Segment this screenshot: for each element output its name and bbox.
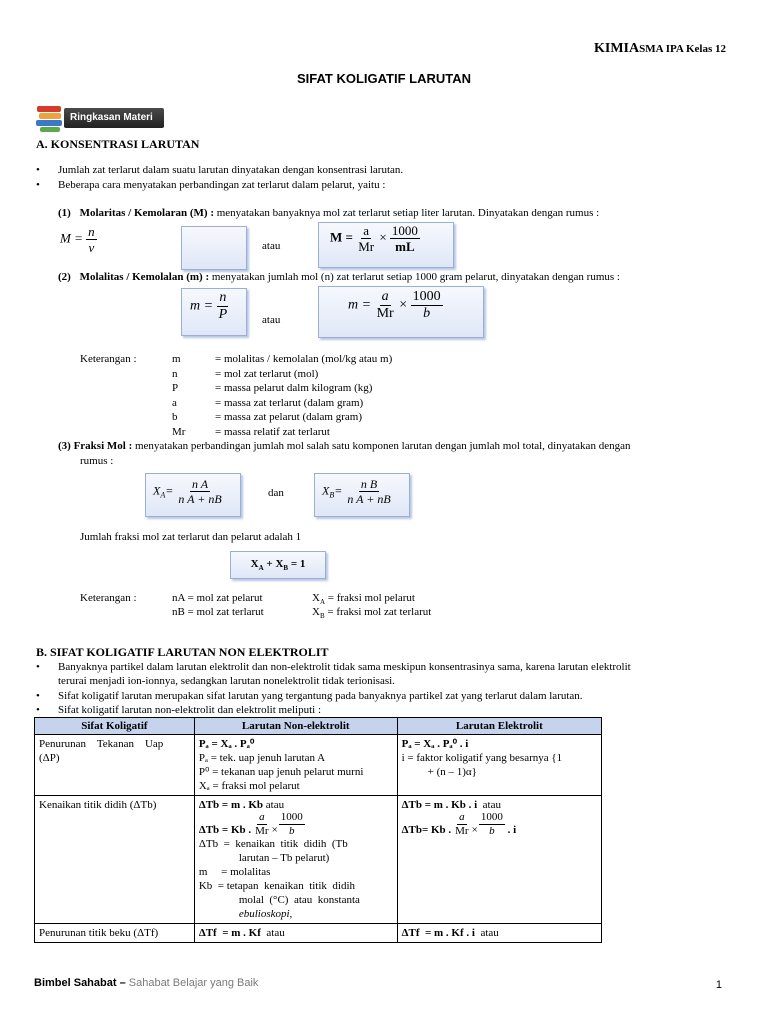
molalitas-desc: menyatakan jumlah mol (n) zat terlarut setiap 1000 gram pelarut, dinyatakan dengan rumus : — [211, 271, 620, 283]
molaritas-desc: menyatakan banyaknya mol zat terlarut setiap liter larutan. Dinyatakan dengan rumus : — [216, 207, 600, 219]
table-cell: Penurunan titik beku (ΔTf) — [35, 924, 195, 943]
cell-text: Kb = tetapan kenaikan titik didih — [198, 880, 356, 892]
equals: = — [165, 483, 174, 498]
bullet-text: Sifat koligatif larutan non-elektrolit dan elektrolit meliputi : — [58, 704, 322, 716]
frac-den: Mr — [376, 306, 394, 321]
cell-text: Pₐ = Xₐ . Pₐ⁰ . i — [401, 738, 469, 750]
sum-plus: + X — [263, 558, 284, 570]
symbol: X — [312, 606, 320, 618]
molalitas-formula-2 — [348, 290, 443, 321]
col-header: Sifat Koligatif — [35, 718, 195, 735]
frac-den: P — [218, 307, 228, 322]
cell-text: ΔTb = Kb . — [198, 824, 252, 836]
cell-text: Penurunan Tekanan Uap — [39, 738, 164, 750]
frac-num: a — [381, 289, 389, 304]
symbol-desc: = massa relatif zat terlarut — [215, 425, 330, 438]
frac-den: n A + nB — [178, 492, 222, 506]
sum-formula — [230, 557, 326, 575]
molalitas-line — [58, 270, 748, 284]
formula-lhs: X — [322, 483, 330, 498]
molaritas-box-empty — [181, 226, 247, 270]
bullet-text: Beberapa cara menyatakan perbandingan zat terlarut dalam pelarut, yaitu : — [58, 179, 386, 191]
bullet-text: Sifat koligatif larutan merupakan sifat larutan yang tergantung pada banyaknya partikel zat yang terlarut dalam larutan. — [58, 690, 583, 702]
cell-text: atau — [263, 799, 285, 811]
cell-text: ΔTb= Kb . — [401, 824, 452, 836]
table-cell — [397, 796, 601, 924]
frac-num: n — [219, 290, 227, 305]
section-a-heading: A. KONSENTRASI LARUTAN — [36, 137, 200, 151]
molalitas-formula-1 — [190, 291, 229, 322]
frac-den: Mr — [255, 825, 269, 837]
fraksi-line — [58, 439, 734, 453]
cell-text: ΔTb = m . Kb . i — [401, 799, 478, 811]
symbol: P — [172, 382, 179, 395]
table-row — [35, 924, 602, 943]
table-header-row — [35, 718, 602, 735]
item-num: (2) — [58, 271, 71, 283]
fraksi-line-2: rumus : — [80, 455, 114, 467]
frac-num: 1000 — [391, 223, 418, 238]
col-header: Larutan Elektrolit — [397, 718, 601, 735]
symbol-desc: = fraksi mol zat terlarut — [324, 606, 432, 618]
footer-tagline: Sahabat Belajar yang Baik — [125, 977, 259, 989]
cell-text: ΔTb = m . Kb — [198, 799, 264, 811]
cell-text: larutan – Tb pelarut) — [238, 852, 330, 864]
frac-den: b — [289, 825, 295, 837]
keterangan-row — [172, 425, 572, 440]
symbol: X — [312, 592, 320, 604]
molaritas-formula — [60, 225, 97, 254]
frac-num: 1000 — [412, 289, 441, 304]
table-cell — [194, 735, 397, 796]
cell-text: ΔTf = m . Kf — [198, 927, 261, 939]
fraksi-desc: menyatakan perbandingan jumlah mol salah satu komponen larutan dengan jumlah mol total, dinyatakan dengan — [134, 440, 631, 452]
sum-text: Jumlah fraksi mol zat terlarut dan pelarut adalah 1 — [80, 531, 302, 543]
molaritas-box-formula-text — [330, 224, 420, 253]
frac-num: n B — [360, 477, 378, 491]
cell-text: i = faktor koligatif yang besarnya {1 — [401, 752, 563, 764]
col-header: Larutan Non-elektrolit — [194, 718, 397, 735]
molaritas-line — [58, 206, 748, 220]
symbol: n — [172, 367, 178, 380]
subscript: A — [160, 490, 166, 500]
table-cell — [194, 796, 397, 924]
cell-text: Xₐ = fraksi mol pelarut — [198, 780, 300, 792]
keterangan-1-list — [172, 352, 572, 440]
symbol: b — [172, 411, 178, 424]
subscript: B — [283, 564, 289, 573]
frac-num: n A — [191, 477, 209, 491]
xa-formula — [153, 478, 224, 505]
symbol-desc: = mol zat terlarut (mol) — [215, 367, 319, 380]
header-subject: KIMIA — [593, 41, 640, 56]
atau-2: atau — [262, 314, 281, 326]
keterangan-row — [172, 352, 572, 367]
symbol-desc: = massa zat pelarut (dalam gram) — [215, 411, 363, 424]
cell-text: atau — [474, 927, 499, 939]
subscript: B — [329, 490, 335, 500]
page-title: SIFAT KOLIGATIF LARUTAN — [296, 71, 472, 86]
header-label — [594, 40, 726, 57]
keterangan-2-left-1: nA = mol zat pelarut — [172, 592, 263, 604]
symbol: m — [172, 353, 181, 365]
koligatif-table — [34, 717, 602, 943]
keterangan-row — [172, 381, 572, 396]
cell-text: ΔTb = kenaikan titik didih (Tb — [198, 838, 348, 850]
formula-lhs: m = — [348, 297, 372, 313]
frac-num: n — [88, 224, 95, 239]
footer — [34, 977, 258, 989]
cell-text: Pₐ = tek. uap jenuh larutan A — [198, 752, 326, 764]
table-cell — [397, 924, 601, 943]
symbol-desc: = molalitas / kemolalan (mol/kg atau m) — [215, 353, 393, 365]
books-icon — [34, 102, 66, 134]
table-cell: Kenaikan titik didih (ΔTb) — [35, 796, 195, 924]
section-b-heading: B. SIFAT KOLIGATIF LARUTAN NON ELEKTROLIT — [36, 645, 329, 659]
formula-lhs: m = — [190, 298, 214, 314]
table-cell — [35, 735, 195, 796]
formula-lhs: X — [153, 483, 161, 498]
subscript: A — [319, 598, 326, 607]
sum-eq: = 1 — [288, 558, 306, 570]
cell-text: ΔTf = m . Kf . i — [401, 927, 475, 939]
subscript: B — [319, 612, 325, 621]
cell-text: (ΔP) — [39, 752, 60, 764]
table-cell — [397, 735, 601, 796]
frac-num: a — [459, 811, 465, 823]
dan-label: dan — [268, 487, 284, 499]
symbol: Mr — [172, 425, 186, 438]
frac-num: a — [259, 811, 265, 823]
xb-formula — [322, 478, 393, 505]
keterangan-2-left-2: nB = mol zat terlarut — [172, 606, 264, 618]
cell-text: atau — [477, 799, 501, 811]
cell-text: P⁰ = tekanan uap jenuh pelarut murni — [198, 766, 364, 778]
b-bullet-1-cont: terurai menjadi ion-ionnya, sedangkan larutan nonelektrolit tidak terionisasi. — [58, 675, 395, 687]
frac-den: n A + nB — [347, 492, 391, 506]
item-num: (1) — [58, 207, 71, 219]
frac-num: 1000 — [480, 811, 503, 823]
cell-text: . i — [504, 824, 517, 836]
frac-den: v — [88, 240, 95, 255]
sum-x: X — [250, 558, 259, 570]
cell-text: ebulioskopi, — [238, 908, 293, 920]
subscript: A — [258, 564, 264, 573]
keterangan-2-label: Keterangan : — [80, 592, 137, 604]
frac-num: 1000 — [280, 811, 303, 823]
formula-lhs: M = — [330, 229, 353, 245]
frac-num: a — [363, 223, 370, 238]
frac-den: Mr — [455, 825, 469, 837]
ringkasan-banner — [34, 100, 164, 136]
times-symbol: × — [399, 297, 408, 313]
frac-den: b — [489, 825, 495, 837]
header-level: SMA IPA Kelas 12 — [639, 43, 726, 55]
cell-text: m = molalitas — [198, 866, 271, 878]
equals: = — [334, 483, 343, 498]
frac-den: b — [423, 306, 431, 321]
fraksi-term: (3) Fraksi Mol : — [58, 440, 133, 452]
cell-text: Pₐ = Xₐ . Pₐ⁰ — [198, 738, 255, 750]
keterangan-row — [172, 396, 572, 411]
frac-den: Mr — [358, 239, 375, 254]
table-row — [35, 735, 602, 796]
symbol-desc: = massa pelarut dalm kilogram (kg) — [215, 382, 373, 395]
banner-label: Ringkasan Materi — [70, 112, 153, 123]
bullet-text: Banyaknya partikel dalam larutan elektrolit dan non-elektrolit tidak sama meskipun konsentrasinya sama, karena larutan elektrolit — [58, 661, 631, 673]
footer-brand: Bimbel Sahabat – — [34, 977, 126, 989]
symbol-desc: = fraksi mol pelarut — [325, 592, 415, 604]
symbol: a — [172, 396, 177, 409]
bullet-text: Jumlah zat terlarut dalam suatu larutan dinyatakan dengan konsentrasi larutan. — [58, 164, 404, 176]
molaritas-term: Molaritas / Kemolaran (M) : — [79, 207, 214, 219]
keterangan-row — [172, 367, 572, 382]
times-symbol: × — [271, 824, 278, 836]
molalitas-term: Molalitas / Kemolalan (m) : — [79, 271, 210, 283]
cell-text: molal (°C) atau konstanta — [238, 894, 360, 906]
cell-text: + (n – 1)α} — [427, 766, 477, 778]
table-cell — [194, 924, 397, 943]
times-symbol: × — [471, 824, 478, 836]
formula-lhs: M = — [60, 230, 83, 246]
table-row — [35, 796, 602, 924]
keterangan-2-right-2 — [312, 605, 431, 623]
atau-1: atau — [262, 240, 281, 252]
keterangan-1-label: Keterangan : — [80, 353, 137, 365]
cell-text: atau — [260, 927, 285, 939]
times-symbol: × — [379, 229, 387, 245]
frac-den: mL — [395, 239, 415, 254]
symbol-desc: = massa zat terlarut (dalam gram) — [215, 396, 364, 409]
page-number: 1 — [715, 979, 722, 991]
keterangan-row — [172, 410, 572, 425]
